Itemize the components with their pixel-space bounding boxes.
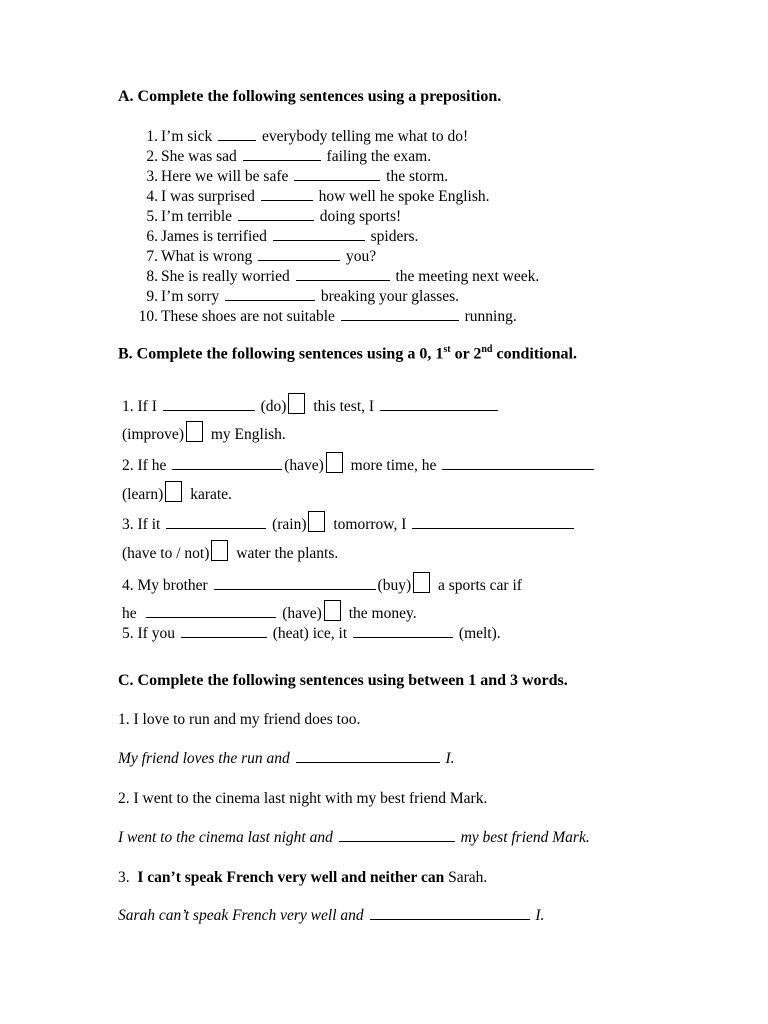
- answer-blank[interactable]: [181, 625, 267, 638]
- item-number: 2.: [146, 148, 158, 165]
- list-item: [136, 208, 401, 226]
- section-b-line-2: (improve) my English.: [122, 421, 286, 444]
- item-text-before: What is wrong: [161, 248, 253, 265]
- section-b-line-8: he (have) the money.: [122, 600, 417, 623]
- item-number: 3.: [146, 168, 158, 185]
- item-number: 5.: [146, 208, 158, 225]
- item-number: 8.: [146, 268, 158, 285]
- item-text-before: She is really worried: [161, 268, 290, 285]
- item-text-before: She was sad: [161, 148, 237, 165]
- item-text-before: James is terrified: [161, 228, 267, 245]
- item-number: 9.: [146, 288, 158, 305]
- item-text-after: failing the exam.: [326, 148, 432, 165]
- item-number: 4.: [146, 188, 158, 205]
- item-text-before: Here we will be safe: [161, 168, 289, 185]
- section-b-line-7: 4. My brother (buy) a sports car if: [122, 572, 522, 595]
- answer-blank[interactable]: [296, 750, 440, 763]
- item-number: 7.: [146, 248, 158, 265]
- list-item: [136, 188, 490, 206]
- item-text-after: how well he spoke English.: [318, 188, 490, 205]
- section-b-line-9: 5. If you (heat) ice, it (melt).: [122, 625, 501, 642]
- section-a-heading: A. Complete the following sentences using a preposition.: [118, 88, 502, 105]
- item-text-before: These shoes are not suitable: [161, 308, 335, 325]
- section-b-line-1: 1. If I (do) this test, I: [122, 393, 500, 416]
- answer-blank[interactable]: [214, 577, 376, 590]
- section-b-line-3: 2. If he (have) more time, he: [122, 452, 596, 475]
- list-item: [136, 288, 459, 306]
- item-text-before: I’m sorry: [161, 288, 220, 305]
- item-text-before: I’m sick: [161, 128, 213, 145]
- answer-blank[interactable]: [339, 829, 455, 842]
- section-b-line-5: 3. If it (rain) tomorrow, I: [122, 511, 576, 534]
- answer-blank[interactable]: [258, 248, 340, 261]
- list-item: [136, 228, 418, 246]
- section-b-heading: B. Complete the following sentences using a 0, 1st or 2nd conditional.: [118, 344, 577, 363]
- list-item: [136, 308, 517, 326]
- list-item: [136, 148, 431, 166]
- answer-blank[interactable]: [294, 168, 380, 181]
- item-text-before: I’m terrible: [161, 208, 233, 225]
- item-text-after: doing sports!: [319, 208, 402, 225]
- item-text-after: breaking your glasses.: [320, 288, 460, 305]
- answer-box[interactable]: [165, 481, 182, 502]
- item-number: 10.: [138, 308, 158, 325]
- section-c-answer-3: Sarah can’t speak French very well and I.: [118, 907, 545, 924]
- list-item: [136, 268, 539, 286]
- item-number: 1.: [146, 128, 158, 145]
- answer-blank[interactable]: [296, 268, 390, 281]
- section-c-heading: C. Complete the following sentences using between 1 and 3 words.: [118, 672, 568, 689]
- answer-blank[interactable]: [370, 907, 530, 920]
- answer-blank[interactable]: [442, 457, 594, 470]
- item-text-after: spiders.: [370, 228, 419, 245]
- section-c-question-1: 1. I love to run and my friend does too.: [118, 711, 361, 728]
- answer-blank[interactable]: [412, 516, 574, 529]
- answer-box[interactable]: [186, 421, 203, 442]
- section-c-question-2: 2. I went to the cinema last night with my best friend Mark.: [118, 790, 488, 807]
- list-item: [136, 248, 376, 266]
- answer-blank[interactable]: [243, 148, 321, 161]
- item-text-after: running.: [464, 308, 517, 325]
- list-item: [136, 128, 468, 146]
- item-text-after: everybody telling me what to do!: [261, 128, 469, 145]
- section-c-answer-2: I went to the cinema last night and my best friend Mark.: [118, 829, 590, 846]
- answer-box[interactable]: [211, 540, 228, 561]
- list-item: [136, 168, 448, 186]
- answer-blank[interactable]: [166, 516, 266, 529]
- answer-box[interactable]: [308, 511, 325, 532]
- answer-blank[interactable]: [238, 208, 314, 221]
- item-text-before: I was surprised: [161, 188, 255, 205]
- answer-blank[interactable]: [172, 457, 282, 470]
- item-text-after: the meeting next week.: [395, 268, 540, 285]
- answer-blank[interactable]: [163, 398, 255, 411]
- answer-blank[interactable]: [353, 625, 453, 638]
- item-text-after: the storm.: [386, 168, 449, 185]
- answer-blank[interactable]: [341, 308, 459, 321]
- answer-box[interactable]: [324, 600, 341, 621]
- section-b-line-4: (learn) karate.: [122, 481, 232, 504]
- item-text-after: you?: [346, 248, 377, 265]
- section-c-answer-1: My friend loves the run and I.: [118, 750, 455, 767]
- answer-blank[interactable]: [273, 228, 365, 241]
- answer-box[interactable]: [288, 393, 305, 414]
- item-number: 6.: [146, 228, 158, 245]
- answer-box[interactable]: [413, 572, 430, 593]
- answer-blank[interactable]: [225, 288, 315, 301]
- answer-blank[interactable]: [218, 128, 256, 141]
- section-c-question-3: 3. I can’t speak French very well and neither can Sarah.: [118, 869, 488, 886]
- answer-blank[interactable]: [261, 188, 313, 201]
- section-b-line-6: (have to / not) water the plants.: [122, 540, 338, 563]
- answer-blank[interactable]: [380, 398, 498, 411]
- answer-box[interactable]: [326, 452, 343, 473]
- answer-blank[interactable]: [146, 605, 276, 618]
